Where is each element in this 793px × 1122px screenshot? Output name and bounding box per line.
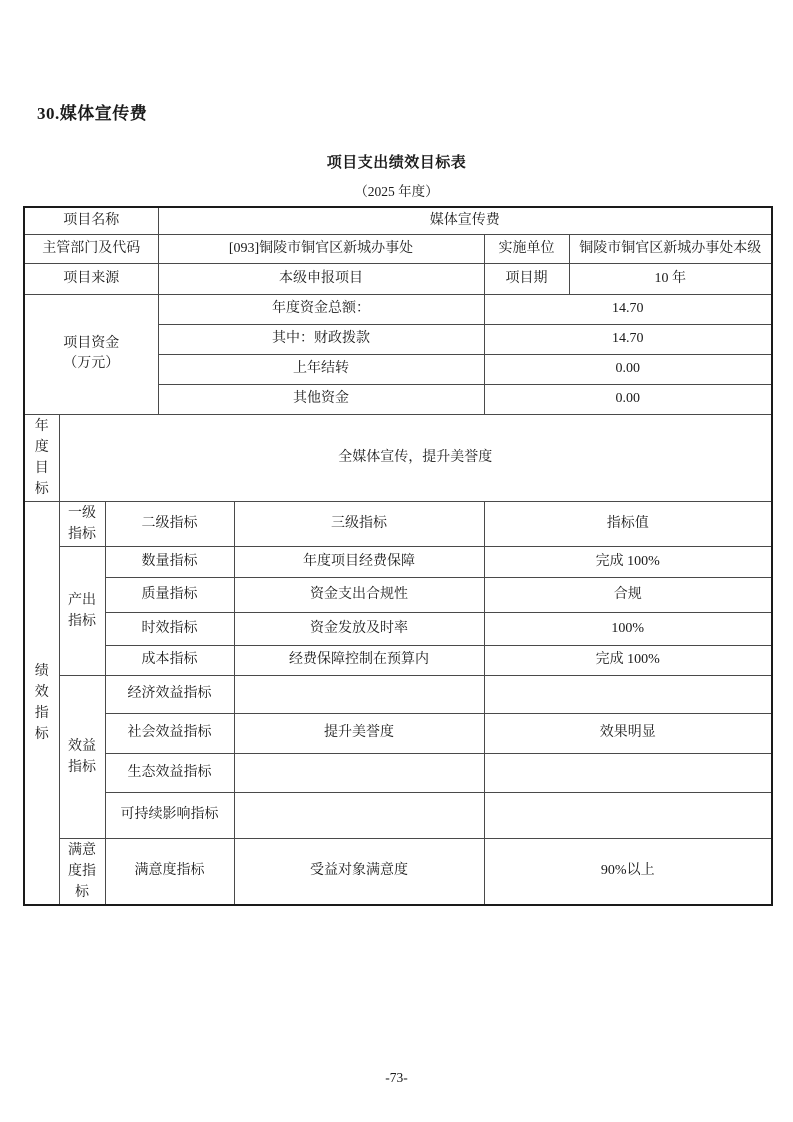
funding-label-line1: 项目资金 <box>63 336 120 352</box>
indicator-row <box>24 645 772 675</box>
group-benefit-label: 效益指标 <box>68 738 96 775</box>
indicator-row <box>24 577 772 612</box>
source-cell: 本级申报项目 <box>158 263 484 294</box>
value-cell: 效果明显 <box>484 713 772 753</box>
header-value-cell: 指标值 <box>484 501 772 546</box>
value-cell: 合规 <box>484 577 772 612</box>
l2-cell: 成本指标 <box>105 645 234 675</box>
project-name-cell: 媒体宣传费 <box>158 207 772 234</box>
group-output-cell <box>59 546 105 675</box>
l3-cell <box>234 675 484 713</box>
group-output-label: 产出指标 <box>68 592 96 629</box>
funding-label-cell <box>24 294 158 414</box>
funding-row-value: 0.00 <box>484 354 772 384</box>
group-benefit-cell <box>59 675 105 838</box>
indicator-row <box>24 753 772 792</box>
l3-cell: 资金发放及时率 <box>234 612 484 645</box>
header-level3-cell: 三级指标 <box>234 501 484 546</box>
project-name-label-cell: 项目名称 <box>24 207 158 234</box>
group-satisfaction-label: 满意度指标 <box>68 842 96 900</box>
row-department <box>24 234 772 263</box>
value-cell: 100% <box>484 612 772 645</box>
l3-cell: 提升美誉度 <box>234 713 484 753</box>
l3-cell <box>234 792 484 838</box>
value-cell <box>484 792 772 838</box>
dept-cell: [093]铜陵市铜官区新城办事处 <box>158 234 484 263</box>
funding-row-value: 14.70 <box>484 324 772 354</box>
header-level2-cell: 二级指标 <box>105 501 234 546</box>
header-level1: 一级指标 <box>68 505 96 542</box>
source-label-cell: 项目来源 <box>24 263 158 294</box>
l3-cell: 经费保障控制在预算内 <box>234 645 484 675</box>
value-cell <box>484 675 772 713</box>
impl-unit-label-cell: 实施单位 <box>484 234 569 263</box>
funding-row-label: 年度资金总额： <box>158 294 484 324</box>
performance-target-table <box>23 206 773 906</box>
row-funding-total <box>24 294 772 324</box>
dept-label-cell: 主管部门及代码 <box>24 234 158 263</box>
indicator-row <box>24 675 772 713</box>
l3-cell: 受益对象满意度 <box>234 838 484 905</box>
funding-row-value: 14.70 <box>484 294 772 324</box>
l3-cell: 资金支出合规性 <box>234 577 484 612</box>
annual-goal-content-cell: 全媒体宣传，提升美誉度 <box>59 414 772 501</box>
l3-cell <box>234 753 484 792</box>
header-level1-cell <box>59 501 105 546</box>
l2-cell: 可持续影响指标 <box>105 792 234 838</box>
annual-goal-label: 年度目标 <box>34 418 49 497</box>
indicator-row <box>24 713 772 753</box>
row-indicator-header <box>24 501 772 546</box>
table-subtitle: （2025 年度） <box>354 184 439 199</box>
value-cell: 完成 100% <box>484 645 772 675</box>
l2-cell: 经济效益指标 <box>105 675 234 713</box>
funding-row-value: 0.00 <box>484 384 772 414</box>
funding-row-label: 上年结转 <box>158 354 484 384</box>
period-cell: 10 年 <box>569 263 772 294</box>
l2-cell: 社会效益指标 <box>105 713 234 753</box>
l2-cell: 生态效益指标 <box>105 753 234 792</box>
indicator-row <box>24 612 772 645</box>
funding-label-line2: （万元） <box>63 356 120 371</box>
value-cell <box>484 753 772 792</box>
value-cell: 完成 100% <box>484 546 772 577</box>
period-label-cell: 项目期 <box>484 263 569 294</box>
l2-cell: 满意度指标 <box>105 838 234 905</box>
value-cell: 90%以上 <box>484 838 772 905</box>
indicator-row <box>24 546 772 577</box>
funding-row-label: 其中：财政拨款 <box>158 324 484 354</box>
indicator-row <box>24 838 772 905</box>
indicator-row <box>24 792 772 838</box>
impl-unit-cell: 铜陵市铜官区新城办事处本级 <box>569 234 772 263</box>
row-annual-goal <box>24 414 772 501</box>
l3-cell: 年度项目经费保障 <box>234 546 484 577</box>
indicators-legend: 绩效指标 <box>34 663 49 742</box>
section-heading: 30.媒体宣传费 <box>37 104 148 123</box>
row-project-name <box>24 207 772 234</box>
annual-goal-label-cell <box>24 414 59 501</box>
l2-cell: 时效指标 <box>105 612 234 645</box>
l2-cell: 数量指标 <box>105 546 234 577</box>
indicators-legend-cell <box>24 501 59 905</box>
group-satisfaction-cell <box>59 838 105 905</box>
funding-row-label: 其他资金 <box>158 384 484 414</box>
l2-cell: 质量指标 <box>105 577 234 612</box>
row-source <box>24 263 772 294</box>
page-number: -73- <box>385 1070 408 1085</box>
table-title: 项目支出绩效目标表 <box>326 155 467 171</box>
